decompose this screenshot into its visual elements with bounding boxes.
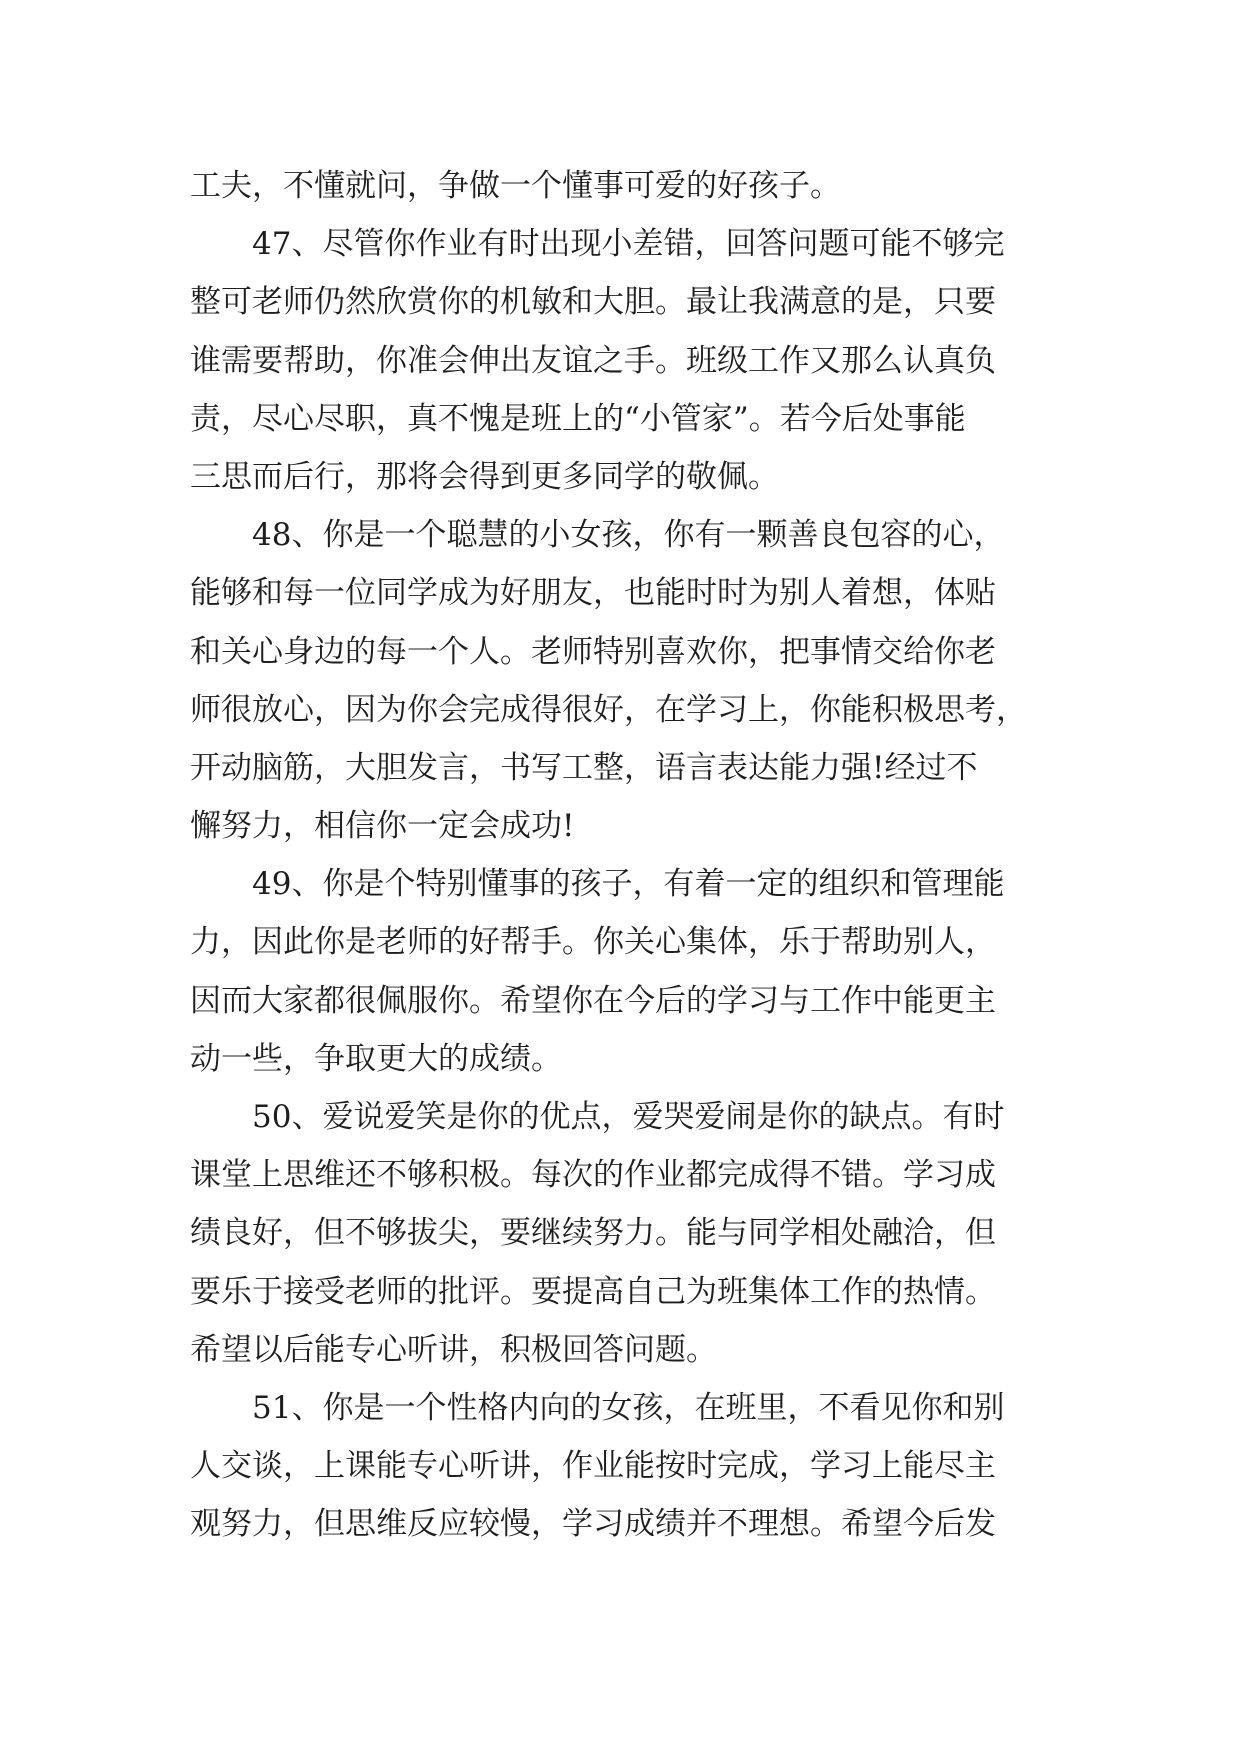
text-line: 工夫，不懂就问，争做一个懂事可爱的好孩子。 [190, 168, 841, 204]
document-body [190, 157, 1062, 1554]
text-line: 绩良好，但不够拔尖，要继续努力。能与同学相处融洽，但 [190, 1215, 996, 1252]
text-line: 因而大家都很佩服你。希望你在今后的学习与工作中能更主 [190, 982, 996, 1019]
text-line: 希望以后能专心听讲，积极回答问题。 [190, 1331, 717, 1368]
paragraph-first-line: 50、爱说爱笑是你的优点，爱哭爱闹是你的缺点。有时 [252, 1099, 1005, 1135]
paragraph-first-line: 48、你是一个聪慧的小女孩，你有一颗善良包容的心， [252, 517, 1005, 554]
text-line: 谁需要帮助，你准会伸出友谊之手。班级工作又那么认真负 [190, 342, 996, 379]
text-line: 整可老师仍然欣赏你的机敏和大胆。最让我满意的是，只要 [190, 284, 996, 321]
paragraph-first-line: 47、尽管你作业有时出现小差错，回答问题可能不够完 [252, 226, 1005, 263]
text-line: 懈努力，相信你一定会成功! [190, 808, 575, 845]
text-line: 观努力，但思维反应较慢，学习成绩并不理想。希望今后发 [190, 1506, 996, 1543]
text-line: 开动脑筋，大胆发言，书写工整，语言表达能力强!经过不 [190, 749, 978, 786]
text-line: 三思而后行，那将会得到更多同学的敬佩。 [190, 458, 779, 495]
text-line: 和关心身边的每一个人。老师特别喜欢你，把事情交给你老 [190, 633, 996, 670]
paragraph-first-line: 51、你是一个性格内向的女孩，在班里，不看见你和别 [252, 1389, 1005, 1426]
text-line: 能够和每一位同学成为好朋友，也能时时为别人着想，体贴 [190, 575, 996, 612]
text-line: 课堂上思维还不够积极。每次的作业都完成得不错。学习成 [190, 1157, 996, 1194]
text-line: 力，因此你是老师的好帮手。你关心集体，乐于帮助别人， [190, 924, 996, 961]
text-line: 动一些，争取更大的成绩。 [190, 1040, 562, 1077]
text-line: 人交谈，上课能专心听讲，作业能按时完成，学习上能尽主 [190, 1448, 996, 1485]
text-line: 师很放心，因为你会完成得很好，在学习上，你能积极思考， [190, 691, 1027, 728]
paragraph-first-line: 49、你是个特别懂事的孩子，有着一定的组织和管理能 [252, 866, 1005, 903]
text-line: 责，尽心尽职，真不愧是班上的“小管家”。若今后处事能 [190, 400, 966, 437]
text-line: 要乐于接受老师的批评。要提高自己为班集体工作的热情。 [190, 1273, 996, 1310]
